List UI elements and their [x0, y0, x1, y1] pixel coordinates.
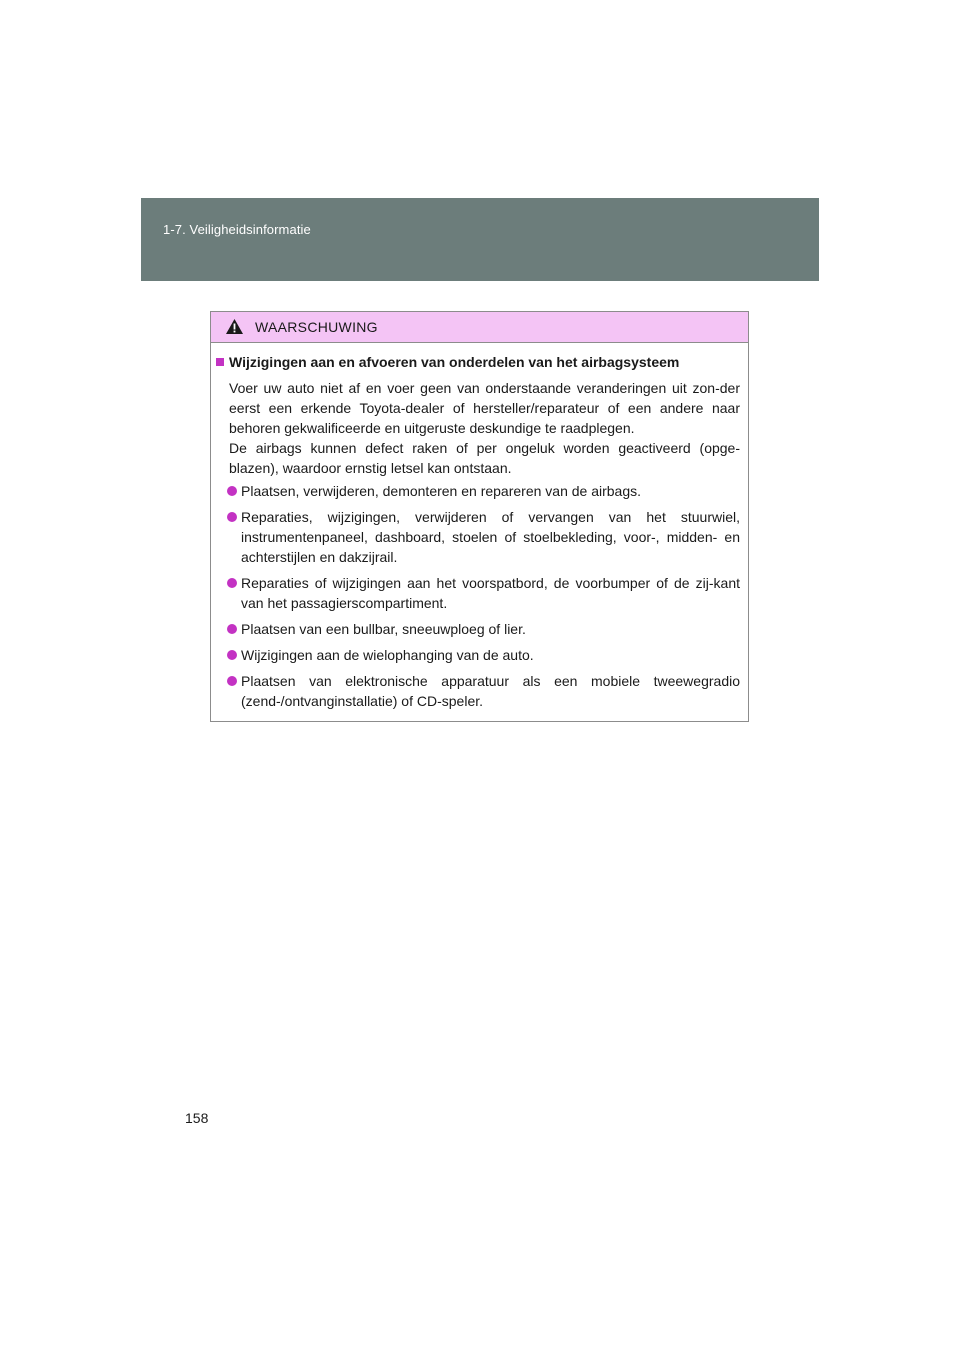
warning-heading-text: Wijzigingen aan en afvoeren van onderdelen van het airbagsysteem: [229, 354, 680, 370]
warning-triangle-icon: [225, 318, 244, 335]
warning-intro: [229, 378, 740, 478]
list-item: [229, 619, 740, 639]
bullet-dot-icon: [227, 676, 237, 686]
section-header-band: [141, 198, 819, 281]
list-item: [229, 573, 740, 613]
list-item-text: Plaatsen van elektronische apparatuur als een mobiele tweewegradio (zend-/ontvanginstallatie) of CD-speler.: [241, 673, 740, 709]
list-item-text: Reparaties of wijzigingen aan het voorspatbord, de voorbumper of de zij-kant van het passagierscompartiment.: [241, 575, 740, 611]
bullet-dot-icon: [227, 578, 237, 588]
intro-paragraph-2: De airbags kunnen defect raken of per ongeluk worden geactiveerd (opge-blazen), waardoor ernstig letsel kan ontstaan.: [229, 440, 740, 476]
warning-header: [211, 312, 748, 343]
warning-box: [210, 311, 749, 722]
section-title: 1-7. Veiligheidsinformatie: [163, 222, 311, 237]
list-item: [229, 645, 740, 665]
warning-body: [211, 343, 748, 721]
list-item: [229, 481, 740, 501]
bullet-dot-icon: [227, 486, 237, 496]
list-item-text: Reparaties, wijzigingen, verwijderen of vervangen van het stuurwiel, instrumentenpaneel, dashboard, stoelen of stoelbekleding, voor-, midden- en achterstijlen en dakzijrail.: [241, 509, 740, 565]
list-item: [229, 671, 740, 711]
bullet-dot-icon: [227, 650, 237, 660]
intro-paragraph-1: Voer uw auto niet af en voer geen van onderstaande veranderingen uit zon-der eerst een erkende Toyota-dealer of hersteller/reparateur of een andere naar behoren gekwalificeerde en uitgeruste deskundige te raadplegen.: [229, 380, 740, 436]
list-item-text: Wijzigingen aan de wielophanging van de auto.: [241, 647, 534, 663]
list-item-text: Plaatsen, verwijderen, demonteren en repareren van de airbags.: [241, 483, 642, 499]
warning-heading: [216, 354, 679, 370]
bullet-dot-icon: [227, 512, 237, 522]
list-item-text: Plaatsen van een bullbar, sneeuwploeg of lier.: [241, 621, 526, 637]
warning-title: WAARSCHUWING: [255, 319, 378, 335]
page-number: 158: [185, 1110, 209, 1126]
list-item: [229, 507, 740, 567]
warning-list: [229, 481, 740, 717]
bullet-dot-icon: [227, 624, 237, 634]
square-bullet-icon: [216, 358, 224, 366]
